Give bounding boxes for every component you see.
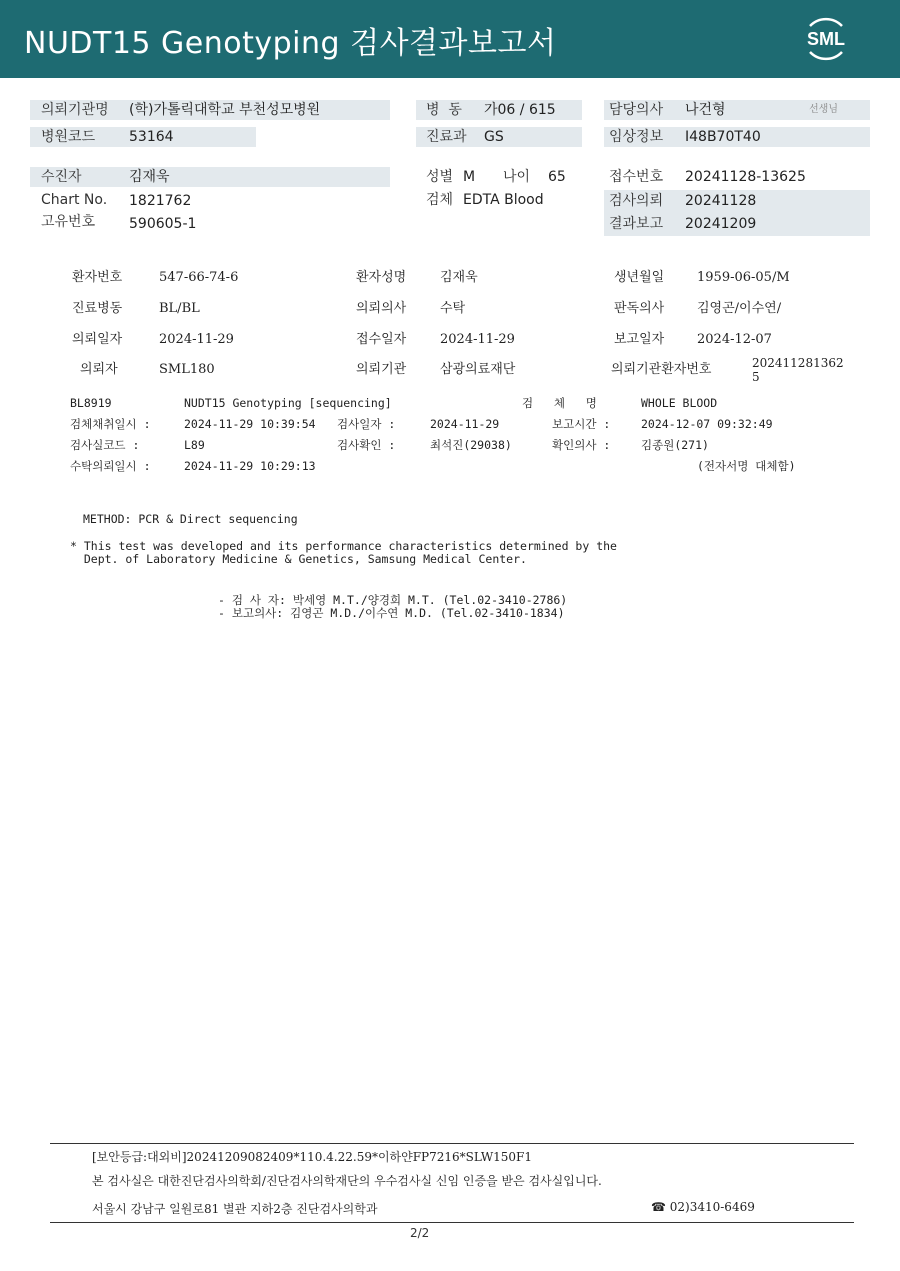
pt-value: 김재욱 [440, 270, 478, 285]
sex-label: 성별 [426, 169, 454, 185]
pt-label: 생년월일 [614, 270, 665, 285]
dept-value: GS [484, 129, 504, 145]
pt-value: 547-66-74-6 [159, 270, 239, 285]
sex-value: M [463, 169, 476, 185]
pt-value: 202411281362 [752, 356, 844, 370]
lab-code-value: L89 [184, 438, 205, 452]
consign-label: 수탁의뢰일시 : [70, 459, 151, 473]
doctor-label: 담당의사 [609, 102, 664, 118]
confirm-doc-value: 김종원(271) [641, 438, 709, 452]
test-code: BL8919 [70, 396, 112, 410]
sml-logo-icon [800, 12, 852, 64]
footer-divider-top [50, 1143, 854, 1144]
address-line: 서울시 강남구 일원로81 별관 지하2층 진단검사의학과 [92, 1202, 378, 1216]
req-org-label: 의뢰기관명 [41, 102, 109, 118]
chart-value: 1821762 [129, 193, 192, 209]
pt-value: 김영곤/이수연/ [697, 301, 782, 316]
hosp-code-label: 병원코드 [41, 129, 96, 145]
collect-label: 검체채취일시 : [70, 417, 151, 431]
pt-label: 판독의사 [614, 301, 665, 316]
pt-value-cont: 5 [752, 370, 760, 384]
uid-label: 고유번호 [41, 214, 96, 230]
tester-line: - 검 사 자: 박세영 M.T./양경희 M.T. (Tel.02-3410-2786) [218, 593, 568, 607]
pt-value: 1959-06-05/M [697, 270, 790, 285]
pt-label: 환자번호 [72, 270, 123, 285]
pt-label: 접수일자 [356, 332, 407, 347]
patient-label: 수진자 [41, 169, 82, 185]
clinical-label: 임상정보 [609, 129, 664, 145]
pt-value: 수탁 [440, 301, 466, 316]
lab-code-label: 검사실코드 : [70, 438, 140, 452]
chart-label: Chart No. [41, 192, 108, 208]
reporter-line: - 보고의사: 김영곤 M.D./이수연 M.D. (Tel.02-3410-1834) [218, 606, 565, 620]
report-time-value: 2024-12-07 09:32:49 [641, 417, 773, 431]
clinical-value: I48B70T40 [685, 129, 761, 145]
req-date-value: 20241128 [685, 193, 757, 209]
report-date-label: 결과보고 [609, 216, 664, 232]
receipt-label: 접수번호 [609, 169, 664, 185]
req-org-value: (학)가톨릭대학교 부천성모병원 [129, 102, 321, 118]
age-label: 나이 [503, 169, 531, 185]
pt-label: 의뢰의사 [356, 301, 407, 316]
specimen-value: EDTA Blood [463, 192, 544, 208]
specimen-label: 검체 [426, 192, 454, 208]
note-line-1: * This test was developed and its performance characteristics determined by the [70, 539, 617, 553]
pt-label: 의뢰일자 [72, 332, 123, 347]
test-date-value: 2024-11-29 [430, 417, 500, 431]
specimen-name: WHOLE BLOOD [641, 396, 718, 410]
phone-line: ☎ 02)3410-6469 [651, 1200, 755, 1214]
footer-divider-bottom [50, 1222, 854, 1223]
doctor-value: 나건형 [685, 102, 726, 118]
uid-value: 590605-1 [129, 216, 197, 232]
doctor-suffix: 선생님 [809, 104, 838, 115]
receipt-value: 20241128-13625 [685, 169, 806, 185]
pt-value: SML180 [159, 362, 215, 377]
pt-label: 환자성명 [356, 270, 407, 285]
e-sign-note: (전자서명 대체함) [697, 459, 796, 473]
confirm-doc-label: 확인의사 : [552, 438, 611, 452]
pt-value: 2024-11-29 [440, 332, 515, 347]
report-header [0, 0, 900, 78]
report-date-value: 20241209 [685, 216, 757, 232]
consign-value: 2024-11-29 10:29:13 [184, 459, 316, 473]
ward-label: 병 동 [426, 102, 462, 118]
pt-label: 의뢰자 [80, 362, 118, 377]
test-date-label: 검사일자 : [337, 417, 396, 431]
specimen-name-label: 검 체 명 [522, 396, 597, 410]
security-line: [보안등급:대외비]20241209082409*110.4.22.59*이하얀FP7216*SLW150F1 [92, 1150, 533, 1164]
pt-label: 진료병동 [72, 301, 123, 316]
pt-value: 2024-11-29 [159, 332, 234, 347]
confirm-value: 최석진(29038) [430, 438, 512, 452]
req-date-label: 검사의뢰 [609, 193, 664, 209]
pt-label: 의뢰기관 [356, 362, 407, 377]
report-title: NUDT15 Genotyping 검사결과보고서 [24, 26, 557, 61]
hosp-code-value: 53164 [129, 129, 174, 145]
ward-value: 가06 / 615 [484, 102, 556, 118]
svg-text:SML: SML [807, 29, 845, 49]
method-line: METHOD: PCR & Direct sequencing [83, 512, 298, 526]
test-name: NUDT15 Genotyping [sequencing] [184, 396, 392, 410]
dept-label: 진료과 [426, 129, 467, 145]
pt-value: 2024-12-07 [697, 332, 772, 347]
page-number: 2/2 [410, 1226, 430, 1240]
pt-value: BL/BL [159, 301, 200, 316]
pt-label: 보고일자 [614, 332, 665, 347]
age-value: 65 [548, 169, 566, 185]
cert-line: 본 검사실은 대한진단검사의학회/진단검사의학재단의 우수검사실 신임 인증을 받은 검사실입니다. [92, 1174, 602, 1188]
report-time-label: 보고시간 : [552, 417, 611, 431]
confirm-label: 검사확인 : [337, 438, 396, 452]
pt-value: 삼광의료재단 [440, 362, 516, 377]
collect-value: 2024-11-29 10:39:54 [184, 417, 316, 431]
pt-label: 의뢰기관환자번호 [611, 362, 712, 377]
note-line-2: Dept. of Laboratory Medicine & Genetics, Samsung Medical Center. [70, 552, 527, 566]
patient-value: 김재욱 [129, 169, 170, 185]
